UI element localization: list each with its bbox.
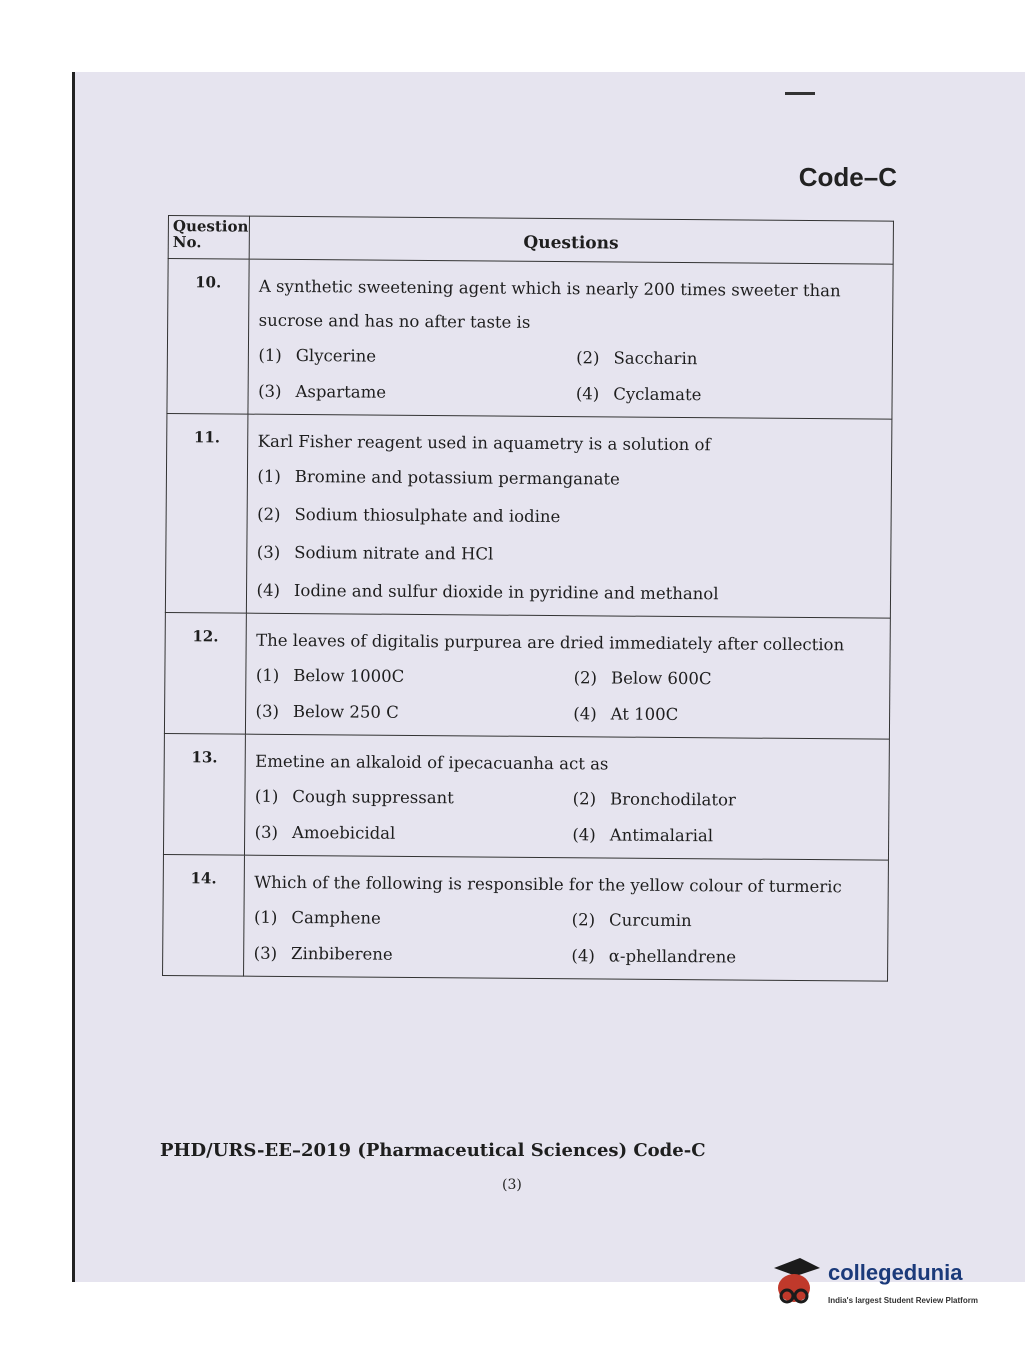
logo-tagline: India's largest Student Review Platform bbox=[828, 1296, 978, 1305]
option bbox=[257, 463, 883, 496]
collegedunia-logo bbox=[770, 1250, 1000, 1320]
option bbox=[571, 942, 879, 972]
option-number: (1) bbox=[258, 345, 282, 365]
option bbox=[258, 342, 566, 372]
option-number: (2) bbox=[576, 348, 600, 368]
option-text: Saccharin bbox=[613, 348, 698, 369]
option-number: (1) bbox=[253, 907, 278, 927]
col-questions: Questions bbox=[249, 216, 894, 264]
question-row bbox=[163, 854, 889, 981]
option-text: Bronchodilator bbox=[609, 789, 736, 810]
option-number: (4) bbox=[575, 384, 600, 404]
option-number: (1) bbox=[255, 665, 280, 685]
option-list bbox=[256, 463, 883, 610]
question-number: 14. bbox=[163, 854, 244, 976]
question-sheet bbox=[162, 215, 894, 982]
option-text: Below 1000C bbox=[293, 665, 405, 686]
option-text: Sodium thiosulphate and iodine bbox=[294, 505, 561, 527]
question-cell bbox=[244, 734, 889, 860]
option-text: Sodium nitrate and HCl bbox=[294, 543, 494, 564]
option bbox=[256, 577, 882, 610]
option-number: (3) bbox=[255, 701, 280, 721]
question-number: 13. bbox=[163, 733, 244, 855]
option-text: Below 600C bbox=[610, 668, 712, 689]
option-number: (4) bbox=[256, 580, 281, 600]
question-text: Which of the following is responsible for the yellow colour of turmeric bbox=[254, 872, 842, 897]
table-header-row bbox=[168, 216, 893, 265]
option bbox=[254, 904, 562, 934]
option-text: Glycerine bbox=[295, 346, 377, 366]
logo-name: collegedunia bbox=[828, 1260, 963, 1285]
question-text: Karl Fisher reagent used in aquametry is a solution of bbox=[257, 431, 711, 455]
option-number: (1) bbox=[257, 466, 281, 486]
page-number: (3) bbox=[502, 1177, 522, 1193]
option-number: (1) bbox=[254, 786, 279, 806]
question-text: A synthetic sweetening agent which is nearly 200 times sweeter than sucrose and has no after taste is bbox=[258, 276, 841, 332]
question-cell bbox=[245, 613, 890, 739]
scan-mark bbox=[785, 92, 815, 95]
option-text: Amoebicidal bbox=[291, 822, 396, 843]
question-number: 11. bbox=[165, 413, 247, 613]
question-row bbox=[164, 612, 890, 739]
paper-code: Code–C bbox=[798, 162, 897, 192]
option bbox=[258, 378, 566, 408]
option-number: (2) bbox=[572, 789, 597, 809]
option-text: Curcumin bbox=[609, 910, 692, 931]
option bbox=[573, 785, 881, 815]
paper-footer-title: PHD/URS-EE–2019 (Pharmaceutical Sciences) Code-C bbox=[160, 1140, 706, 1161]
question-row bbox=[163, 733, 889, 860]
option bbox=[256, 662, 564, 692]
option bbox=[257, 539, 883, 572]
question-row bbox=[167, 259, 893, 420]
option bbox=[254, 940, 562, 970]
option bbox=[576, 380, 884, 410]
question-number: 10. bbox=[167, 259, 249, 415]
option-number: (4) bbox=[573, 704, 597, 724]
option-text: Aspartame bbox=[295, 382, 387, 402]
option-text: At 100C bbox=[610, 704, 679, 725]
option-number: (3) bbox=[253, 943, 278, 963]
option-text: Antimalarial bbox=[609, 825, 714, 846]
option-list bbox=[258, 342, 884, 411]
graduate-mascot-icon bbox=[770, 1254, 822, 1310]
option-text: Iodine and sulfur dioxide in pyridine and methanol bbox=[293, 581, 719, 604]
option-number: (3) bbox=[258, 381, 282, 401]
option bbox=[255, 698, 563, 728]
option-number: (4) bbox=[572, 825, 596, 845]
option-text: Below 250 C bbox=[292, 701, 399, 722]
option-number: (3) bbox=[256, 542, 281, 562]
question-cell bbox=[246, 414, 892, 618]
option-list bbox=[254, 904, 880, 973]
option bbox=[572, 821, 880, 851]
option-text: Cough suppressant bbox=[292, 786, 454, 808]
question-text: The leaves of digitalis purpurea are dried immediately after collection bbox=[256, 630, 845, 655]
option-number: (2) bbox=[257, 504, 281, 524]
question-row bbox=[165, 413, 892, 618]
option bbox=[576, 344, 884, 374]
col-question-no: Question No. bbox=[168, 216, 249, 260]
option-text: Cyclamate bbox=[613, 384, 702, 405]
option bbox=[255, 819, 563, 849]
option-list bbox=[255, 662, 881, 731]
option-number: (4) bbox=[571, 946, 595, 966]
option-number: (2) bbox=[571, 910, 596, 930]
option-number: (3) bbox=[254, 822, 279, 842]
option-list bbox=[255, 783, 881, 852]
option-text: α-phellandrene bbox=[608, 946, 737, 967]
question-number: 12. bbox=[164, 612, 245, 734]
option bbox=[257, 501, 883, 534]
option bbox=[573, 700, 881, 730]
option-text: Zinbiberene bbox=[291, 943, 393, 964]
question-cell bbox=[243, 855, 888, 981]
question-text: Emetine an alkaloid of ipecacuanha act as bbox=[255, 751, 609, 774]
option bbox=[574, 664, 882, 694]
question-table bbox=[162, 215, 894, 982]
option-text: Camphene bbox=[291, 907, 381, 928]
question-cell bbox=[247, 259, 893, 419]
option bbox=[255, 783, 563, 813]
option-number: (2) bbox=[573, 668, 598, 688]
option bbox=[572, 906, 880, 936]
option-text: Bromine and potassium permanganate bbox=[294, 467, 620, 489]
